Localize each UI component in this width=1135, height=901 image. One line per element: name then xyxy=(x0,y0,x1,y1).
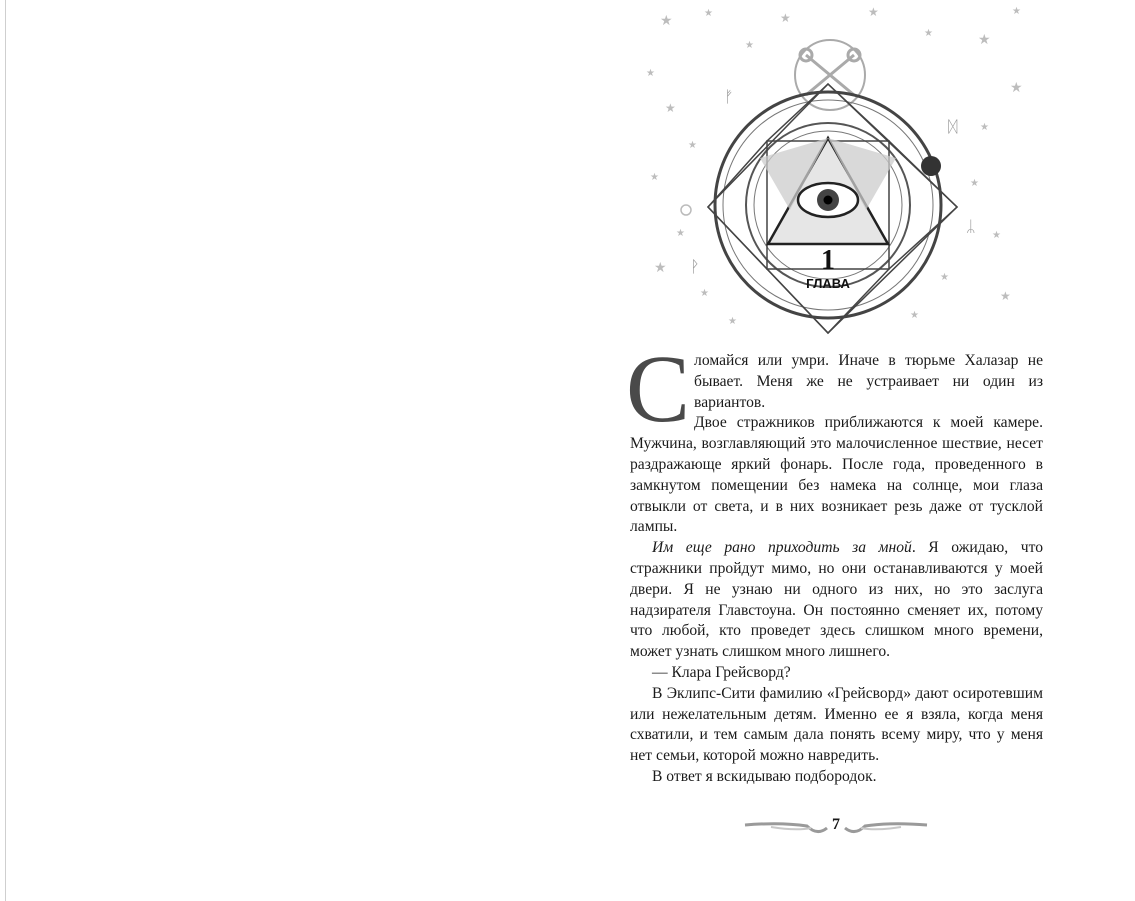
svg-text:★: ★ xyxy=(688,140,697,151)
svg-text:ᚠ: ᚠ xyxy=(724,87,734,106)
svg-text:★: ★ xyxy=(780,11,791,25)
page-number: 7 xyxy=(832,816,840,833)
svg-text:★: ★ xyxy=(1012,6,1021,17)
paragraph-3-text: . Я ожидаю, что стражники пройдут мимо, но они останавливаются у моей двери. Я не узнаю ни одного из них, но это заслуга надзирателя Главстоуна. Он постоянно сменяет их, потому что любой, кто проведет здесь слишком много времени, может узнать слишком много лишнего. xyxy=(630,539,1043,661)
svg-text:★: ★ xyxy=(700,288,709,299)
svg-text:★: ★ xyxy=(980,122,989,133)
paragraph-2: Двое стражников приближаются к моей камере. Мужчина, возглавляющий это малочисленное шествие, несет раздражающе яркий фонарь. После года, проведенного в замкнутом помещении без намека на солнце, мои глаза отвыкли от света, и в них возникает резь даже от тусклой лампы. xyxy=(630,414,1043,536)
chapter-number: 1 xyxy=(821,245,835,276)
paragraph-1 xyxy=(626,335,1043,442)
svg-text:★: ★ xyxy=(654,261,667,276)
svg-text:★: ★ xyxy=(970,178,979,189)
svg-text:ᛞ: ᛞ xyxy=(948,117,958,136)
svg-text:★: ★ xyxy=(940,272,949,283)
svg-text:★: ★ xyxy=(665,101,676,115)
svg-text:ᚹ: ᚹ xyxy=(690,257,700,276)
svg-text:★: ★ xyxy=(1000,289,1011,303)
svg-text:★: ★ xyxy=(978,33,991,48)
left-page-blank xyxy=(5,0,570,901)
paragraph-6: В ответ я вскидываю подбородок. xyxy=(652,767,877,785)
drop-cap: С xyxy=(626,335,691,442)
svg-text:★: ★ xyxy=(1010,81,1023,96)
svg-text:★: ★ xyxy=(660,14,673,29)
paragraph-4: — Клара Грейсворд? xyxy=(652,663,791,681)
svg-text:★: ★ xyxy=(868,5,879,19)
svg-text:★: ★ xyxy=(924,28,933,39)
svg-text:ᛦ: ᛦ xyxy=(966,217,976,236)
paragraph-5: В Эклипс-Сити фамилию «Грейсворд» дают осиротевшим или нежелательным детям. Именно ее я взяла, когда меня схватили, и тем самым дала понять всему миру, что у меня нет семьи, которой можно навредить. xyxy=(630,684,1043,765)
crossed-keys-icon xyxy=(800,49,860,95)
svg-text:★: ★ xyxy=(646,68,655,79)
chapter-text xyxy=(626,335,1043,788)
svg-text:★: ★ xyxy=(992,230,1001,241)
sun-icon xyxy=(681,205,691,215)
paragraph-1-text: ломайся или умри. Иначе в тюрьме Халазар не бывает. Меня же не устраивает ни один из вариантов. xyxy=(694,352,1043,411)
svg-text:★: ★ xyxy=(704,8,713,19)
svg-text:★: ★ xyxy=(745,40,754,51)
svg-text:★: ★ xyxy=(676,228,685,239)
italic-thought: Им еще рано приходить за мной xyxy=(652,539,912,557)
pentacle-icon xyxy=(921,156,941,176)
svg-text:★: ★ xyxy=(650,172,659,183)
page-number-ornament xyxy=(741,812,931,842)
chapter-emblem xyxy=(640,0,1030,340)
paragraph-3 xyxy=(630,538,1043,663)
chapter-label: ГЛАВА xyxy=(806,276,850,291)
svg-text:★: ★ xyxy=(910,310,919,321)
svg-text:★: ★ xyxy=(728,316,737,327)
